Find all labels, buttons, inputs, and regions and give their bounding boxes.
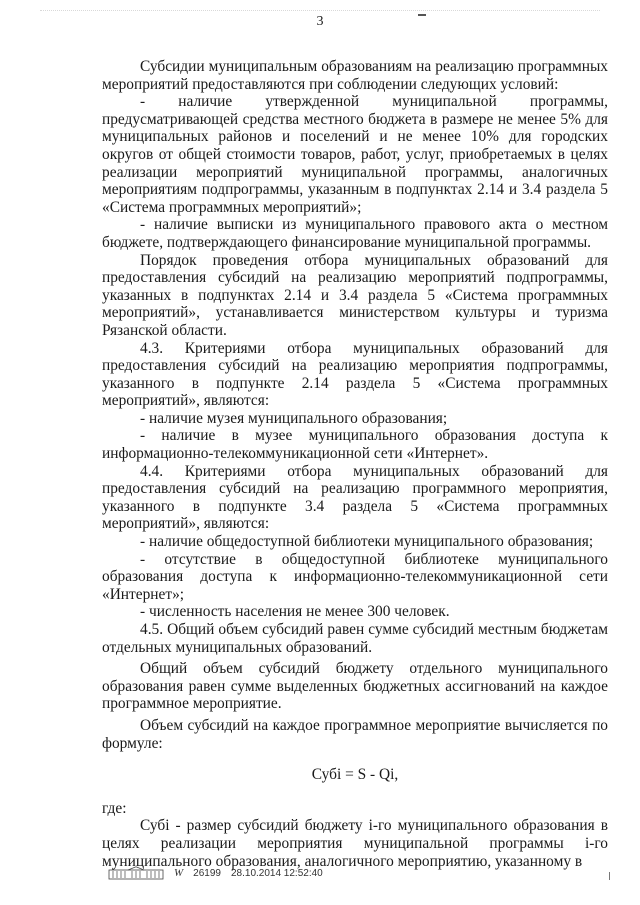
list-item: - численность населения не менее 300 человек.	[140, 603, 450, 621]
signature-mark-icon: W	[174, 867, 184, 879]
document-number: 26199	[193, 867, 221, 879]
building-stamp-icon	[108, 866, 164, 880]
paragraph: Субсидии муниципальным образованиям на реализацию программных мероприятий предоставляются при соблюдении следующих условий:	[102, 58, 608, 93]
document-timestamp: 28.10.2014 12:52:40	[230, 867, 323, 879]
formula: Субi = S - Qi,	[311, 766, 399, 784]
section-4-4: 4.4. Критериями отбора муниципальных образований для предоставления субсидий на реализацию программного мероприятия, указанного в подпункте 3.4 раздела 5 «Система программных мероприятий», являются:	[102, 462, 608, 533]
list-item: - наличие утвержденной муниципальной программы, предусматривающей средства местного бюджета в размере не менее 5% для муниципальных районов и поселений и не менее 10% для городских округов от общей стоимости товаров, работ, услуг, приобретаемых в целях реализации мероприятий муниципальной программы, аналогичных мероприятиям подпрограммы, указанным в подпунктах 2.14 и 3.4 раздела 5 «Система программных мероприятий»;	[102, 93, 608, 216]
list-item: - наличие музея муниципального образования;	[140, 409, 448, 427]
paragraph: Общий объем субсидий бюджету отдельного муниципального образования равен сумме выделенных бюджетных ассигнований на каждое программное мероприятие.	[102, 660, 608, 713]
section-4-5: 4.5. Общий объем субсидий равен сумме субсидий местным бюджетам отдельных муниципальных образований.	[102, 621, 608, 656]
paragraph: Порядок проведения отбора муниципальных образований для предоставления субсидий на реализацию мероприятий подпрограммы, указанных в подпунктах 2.14 и 3.4 раздела 5 «Система программных мероприятий», устанавливается министерством культуры и туризма Рязанской области.	[102, 251, 608, 339]
list-item: - наличие выписки из муниципального правового акта о местном бюджете, подтверждающего финансирование муниципальной программы.	[102, 216, 608, 251]
document-footer	[108, 864, 323, 882]
where-label: где:	[102, 799, 127, 817]
list-item: - наличие в музее муниципального образования доступа к информационно-телекоммуникационной сети «Интернет».	[102, 427, 608, 463]
page-number: 3	[316, 14, 324, 29]
definition-paragraph: Субi - размер субсидий бюджету i-го муниципального образования в целях реализации мероприятия муниципальной программы i-го муниципального образования, аналогичного мероприятию, указанному в	[102, 817, 608, 870]
scan-mark	[418, 14, 426, 16]
scan-mark	[609, 872, 614, 880]
document-body	[102, 58, 608, 870]
list-item: - наличие общедоступной библиотеки муниципального образования;	[140, 533, 594, 551]
section-4-3: 4.3. Критериями отбора муниципальных образований для предоставления субсидий на реализацию мероприятия подпрограммы, указанного в подпункте 2.14 раздела 5 «Система программных мероприятий», являются:	[102, 339, 608, 410]
paragraph: Объем субсидий на каждое программное мероприятие вычисляется по формуле:	[102, 716, 608, 752]
list-item: - отсутствие в общедоступной библиотеке муниципального образования доступа к информационно-телекоммуникационной сети «Интернет»;	[102, 550, 608, 603]
